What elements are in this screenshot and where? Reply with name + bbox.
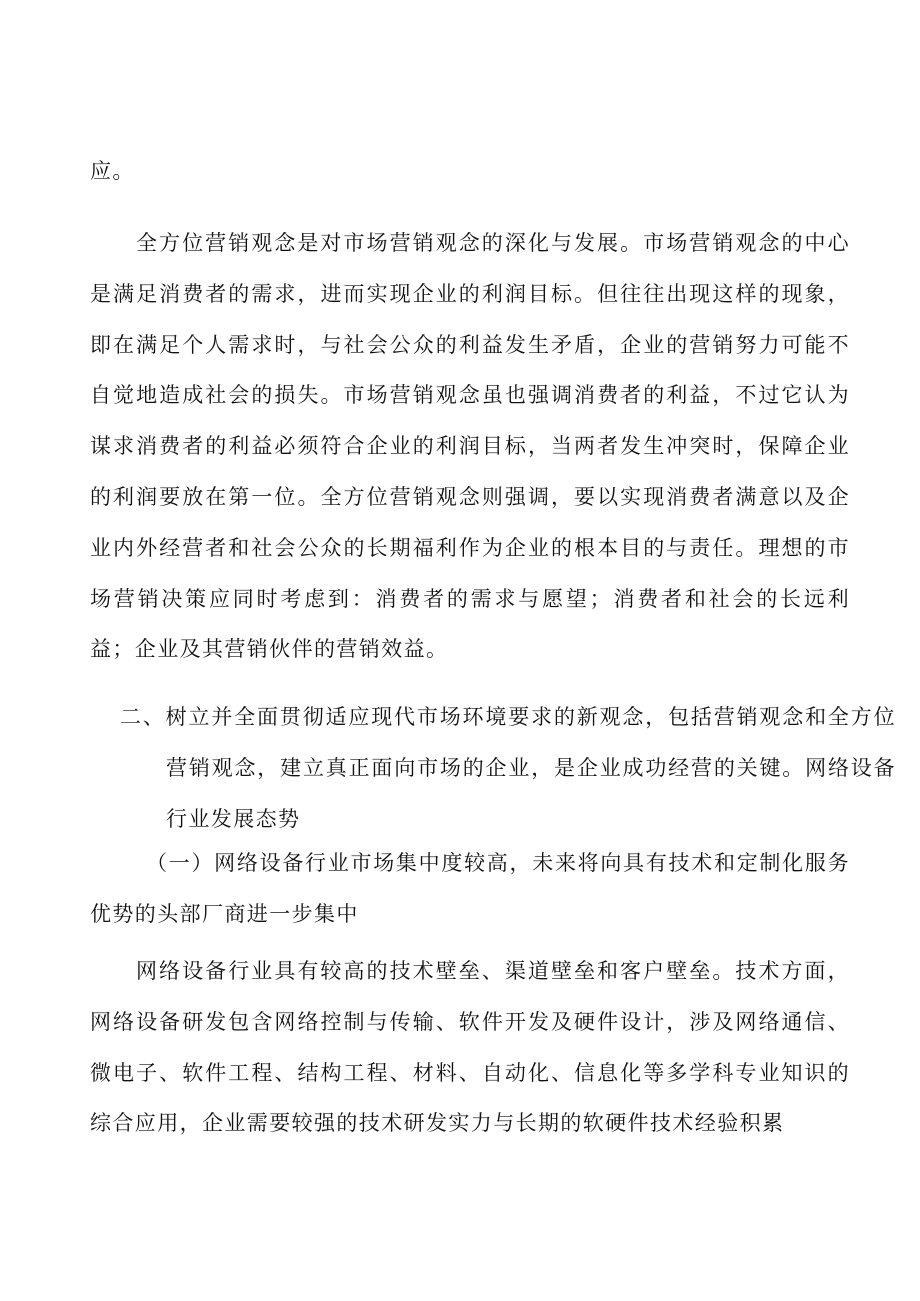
section-heading-2: 二、树立并全面贯彻适应现代市场环境要求的新观念，包括营销观念和全方位营销观念，建立真正面向市场的企业，是企业成功经营的关键。网络设备行业发展态势	[120, 705, 896, 831]
paragraph-holistic-marketing: 全方位营销观念是对市场营销观念的深化与发展。市场营销观念的中心是满足消费者的需求，进而实现企业的利润目标。但往往出现这样的现象，即在满足个人需求时，与社会公众的利益发生矛盾，企业的营销努力可能不自觉地造成社会的损失。市场营销观念虽也强调消费者的利益，不过它认为谋求消费者的利益必须符合企业的利润目标，当两者发生冲突时，保障企业的利润要放在第一位。全方位营销观念则强调，要以实现消费者满意以及企业内外经营者和社会公众的长期福利作为企业的根本目的与责任。理想的市场营销决策应同时考虑到：消费者的需求与愿望；消费者和社会的长远利益；企业及其营销伙伴的营销效益。	[90, 231, 850, 662]
paragraph-continuation: 应。	[90, 159, 135, 183]
paragraph-industry-barriers: 网络设备行业具有较高的技术壁垒、渠道壁垒和客户壁垒。技术方面，网络设备研发包含网络控制与传输、软件开发及硬件设计，涉及网络通信、微电子、软件工程、结构工程、材料、自动化、信息化等多学科专业知识的综合应用，企业需要较强的技术研发实力与长期的软硬件技术经验积累	[90, 959, 850, 1136]
subsection-heading-1: （一）网络设备行业市场集中度较高，未来将向具有技术和定制化服务优势的头部厂商进一步集中	[90, 851, 850, 926]
